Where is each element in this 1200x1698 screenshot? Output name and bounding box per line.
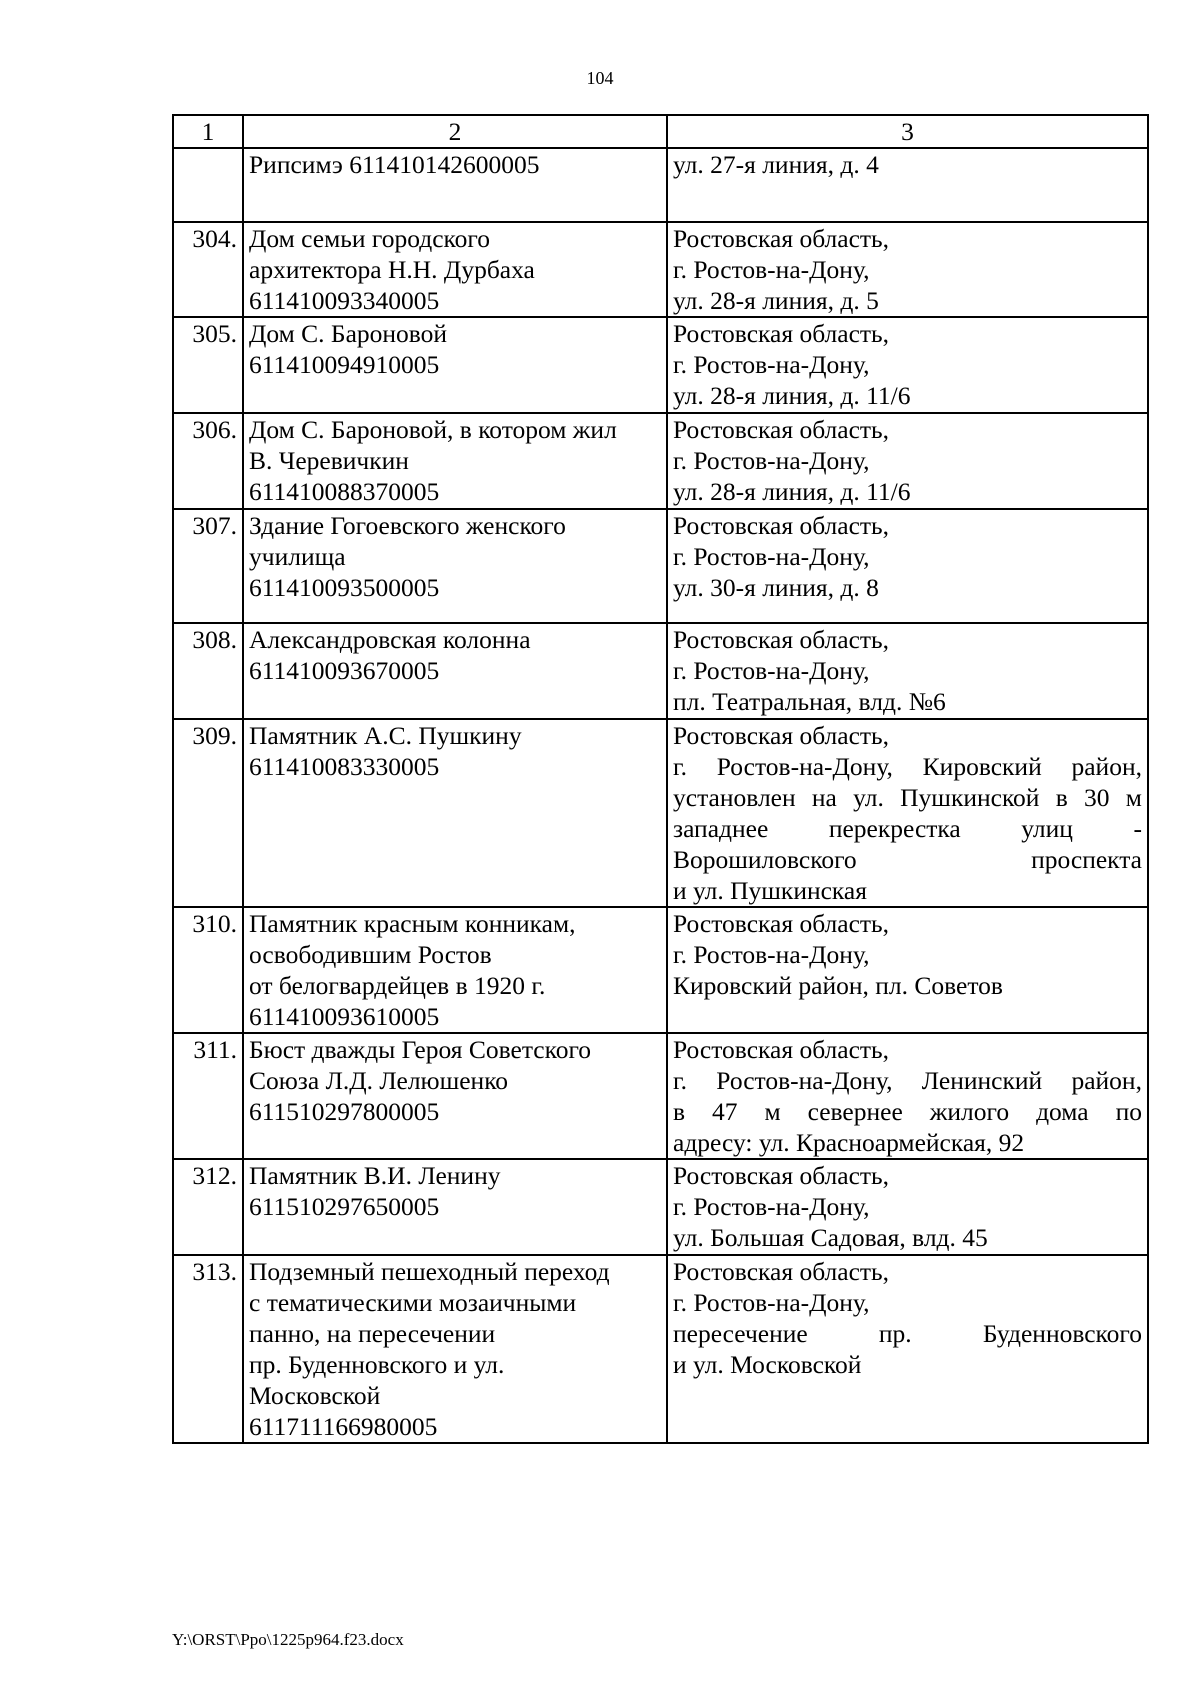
row-number: 307. <box>173 509 243 623</box>
address-line: Ростовская область, <box>673 1035 890 1064</box>
address-line: ул. 28-я линия, д. 11/6 <box>673 381 911 410</box>
address-line: Ростовская область, <box>673 319 890 348</box>
address-line: Ростовская область, <box>673 721 890 750</box>
address-line: г. Ростов-на-Дону, <box>673 1192 870 1221</box>
address-word: ул. <box>853 783 884 812</box>
address-word: улиц <box>1021 814 1073 843</box>
address-word: район, <box>1071 1066 1142 1095</box>
table-row <box>173 413 1148 509</box>
address-cell <box>667 413 1148 509</box>
address-word: Кировский <box>922 752 1042 781</box>
table-row <box>173 1033 1148 1159</box>
object-name-line: с тематическими мозаичными <box>249 1288 577 1317</box>
object-name-line: Памятник В.И. Ленину <box>249 1161 501 1190</box>
address-line: ул. Большая Садовая, влд. 45 <box>673 1223 988 1252</box>
address-line: ул. 27-я линия, д. 4 <box>673 150 879 179</box>
address-line: г. Ростов-на-Дону, <box>673 350 870 379</box>
object-name-line: 611410093340005 <box>249 286 440 315</box>
address-word: 30 <box>1084 783 1110 812</box>
address-line: г. Ростов-на-Дону, <box>673 656 870 685</box>
object-name-cell <box>243 413 667 509</box>
address-word: по <box>1115 1097 1142 1126</box>
table-row <box>173 719 1148 907</box>
address-cell <box>667 509 1148 623</box>
address-word: м <box>764 1097 781 1126</box>
footer-file-path: Y:\ORST\Ppo\1225p964.f23.docx <box>172 1630 404 1649</box>
address-word: проспекта <box>1031 845 1142 874</box>
address-line: г. Ростов-на-Дону, <box>673 542 870 571</box>
object-name-line: панно, на пересечении <box>249 1319 496 1348</box>
object-name-line: Московской <box>249 1381 381 1410</box>
row-number: 304. <box>173 222 243 317</box>
address-line: ул. 30-я линия, д. 8 <box>673 573 879 602</box>
address-cell <box>667 1255 1148 1443</box>
address-line: ул. 28-я линия, д. 5 <box>673 286 879 315</box>
address-cell <box>667 317 1148 413</box>
address-cell <box>667 1159 1148 1255</box>
address-cell <box>667 148 1148 222</box>
page-number: 104 <box>586 68 614 88</box>
table-row <box>173 1159 1148 1255</box>
address-line: г. Ростов-на-Дону, <box>673 255 870 284</box>
address-line: Ростовская область, <box>673 224 890 253</box>
object-name-cell <box>243 1033 667 1159</box>
table-row <box>173 222 1148 317</box>
row-number: 305. <box>173 317 243 413</box>
address-word: на <box>811 783 837 812</box>
address-word: 47 <box>712 1097 738 1126</box>
address-line: Ростовская область, <box>673 1161 890 1190</box>
address-line <box>673 813 1142 844</box>
object-name-line: 611410094910005 <box>249 350 440 379</box>
address-line: ул. 28-я линия, д. 11/6 <box>673 477 911 506</box>
object-name-line: архитектора Н.Н. Дурбаха <box>249 255 535 284</box>
address-word: район, <box>1071 752 1142 781</box>
object-name-line: 611510297650005 <box>249 1192 440 1221</box>
table-body <box>173 148 1148 1443</box>
address-word: Ворошиловского <box>673 845 857 874</box>
address-line: Ростовская область, <box>673 511 890 540</box>
table-row <box>173 148 1148 222</box>
address-cell <box>667 1033 1148 1159</box>
object-name-line: 611410083330005 <box>249 752 440 781</box>
row-number: 310. <box>173 907 243 1033</box>
address-word: Буденновского <box>982 1319 1142 1348</box>
row-number: 312. <box>173 1159 243 1255</box>
object-name-line: Подземный пешеходный переход <box>249 1257 610 1286</box>
address-line: Ростовская область, <box>673 625 890 654</box>
address-line <box>673 1096 1142 1127</box>
object-name-line: пр. Буденновского и ул. <box>249 1350 505 1379</box>
object-name-line: освободившим Ростов <box>249 940 492 969</box>
address-cell <box>667 222 1148 317</box>
address-line: Ростовская область, <box>673 415 890 444</box>
row-number: 313. <box>173 1255 243 1443</box>
object-name-cell <box>243 509 667 623</box>
address-line <box>673 844 1142 875</box>
address-word: Ростов-на-Дону, <box>716 1066 893 1095</box>
table-row <box>173 317 1148 413</box>
object-name-line: 611410093500005 <box>249 573 440 602</box>
object-name-cell <box>243 222 667 317</box>
object-name-cell <box>243 907 667 1033</box>
address-line: адресу: ул. Красноармейская, 92 <box>673 1128 1025 1157</box>
address-line: Ростовская область, <box>673 909 890 938</box>
address-word: в <box>673 1097 686 1126</box>
address-word: дома <box>1036 1097 1089 1126</box>
address-word: западнее <box>673 814 769 843</box>
address-cell <box>667 907 1148 1033</box>
object-name-line: от белогвардейцев в 1920 г. <box>249 971 546 1000</box>
address-cell <box>667 719 1148 907</box>
object-name-line: училища <box>249 542 346 571</box>
object-name-line: Дом С. Бароновой, в котором жил <box>249 415 617 444</box>
object-name-line: Дом С. Бароновой <box>249 319 448 348</box>
object-name-line: Александровская колонна <box>249 625 531 654</box>
object-name-cell <box>243 719 667 907</box>
registry-table <box>172 114 1149 1444</box>
column-header-address: 3 <box>667 115 1148 148</box>
object-name-cell <box>243 317 667 413</box>
address-word: в <box>1055 783 1068 812</box>
object-name-line: 611410088370005 <box>249 477 440 506</box>
address-word: Ростов-на-Дону, <box>716 752 893 781</box>
object-name-cell <box>243 1255 667 1443</box>
address-word: жилого <box>929 1097 1010 1126</box>
table-row <box>173 907 1148 1033</box>
object-name-line: 611410093610005 <box>249 1002 440 1031</box>
address-line <box>673 782 1142 813</box>
object-name-line: Рипсимэ 611410142600005 <box>249 150 540 179</box>
address-line: и ул. Московской <box>673 1350 862 1379</box>
address-line: г. Ростов-на-Дону, <box>673 1288 870 1317</box>
address-line: Кировский район, пл. Советов <box>673 971 1003 1000</box>
column-header-number: 1 <box>173 115 243 148</box>
address-word: Ленинский <box>921 1066 1043 1095</box>
address-line: Ростовская область, <box>673 1257 890 1286</box>
address-line: г. Ростов-на-Дону, <box>673 446 870 475</box>
object-name-line: Союза Л.Д. Лелюшенко <box>249 1066 509 1095</box>
address-cell <box>667 623 1148 719</box>
column-header-name: 2 <box>243 115 667 148</box>
address-line <box>673 751 1142 782</box>
address-word: - <box>1133 814 1142 843</box>
object-name-line: 611510297800005 <box>249 1097 440 1126</box>
table-row <box>173 509 1148 623</box>
address-line <box>673 1318 1142 1349</box>
object-name-line: Здание Гогоевского женского <box>249 511 566 540</box>
object-name-cell <box>243 623 667 719</box>
address-word: пересечение <box>673 1319 808 1348</box>
row-number: 309. <box>173 719 243 907</box>
address-line: и ул. Пушкинская <box>673 876 867 905</box>
object-name-line: 611410093670005 <box>249 656 440 685</box>
row-number <box>173 148 243 222</box>
address-word: установлен <box>673 783 796 812</box>
object-name-cell <box>243 148 667 222</box>
address-line <box>673 1065 1142 1096</box>
table-header-row <box>173 115 1148 148</box>
address-word: перекрестка <box>828 814 961 843</box>
object-name-line: Памятник А.С. Пушкину <box>249 721 522 750</box>
address-word: г. <box>673 1066 687 1095</box>
row-number: 308. <box>173 623 243 719</box>
address-line: г. Ростов-на-Дону, <box>673 940 870 969</box>
address-word: Пушкинской <box>900 783 1040 812</box>
address-word: г. <box>673 752 687 781</box>
object-name-line: В. Черевичкин <box>249 446 409 475</box>
object-name-line: Бюст дважды Героя Советского <box>249 1035 592 1064</box>
object-name-line: 611711166980005 <box>249 1412 438 1441</box>
table-row <box>173 1255 1148 1443</box>
row-number: 306. <box>173 413 243 509</box>
object-name-line: Дом семьи городского <box>249 224 490 253</box>
object-name-cell <box>243 1159 667 1255</box>
address-word: севернее <box>807 1097 903 1126</box>
row-number: 311. <box>173 1033 243 1159</box>
address-word: пр. <box>878 1319 912 1348</box>
table-row <box>173 623 1148 719</box>
address-word: м <box>1125 783 1142 812</box>
object-name-line: Памятник красным конникам, <box>249 909 576 938</box>
address-line: пл. Театральная, влд. №6 <box>673 687 946 716</box>
